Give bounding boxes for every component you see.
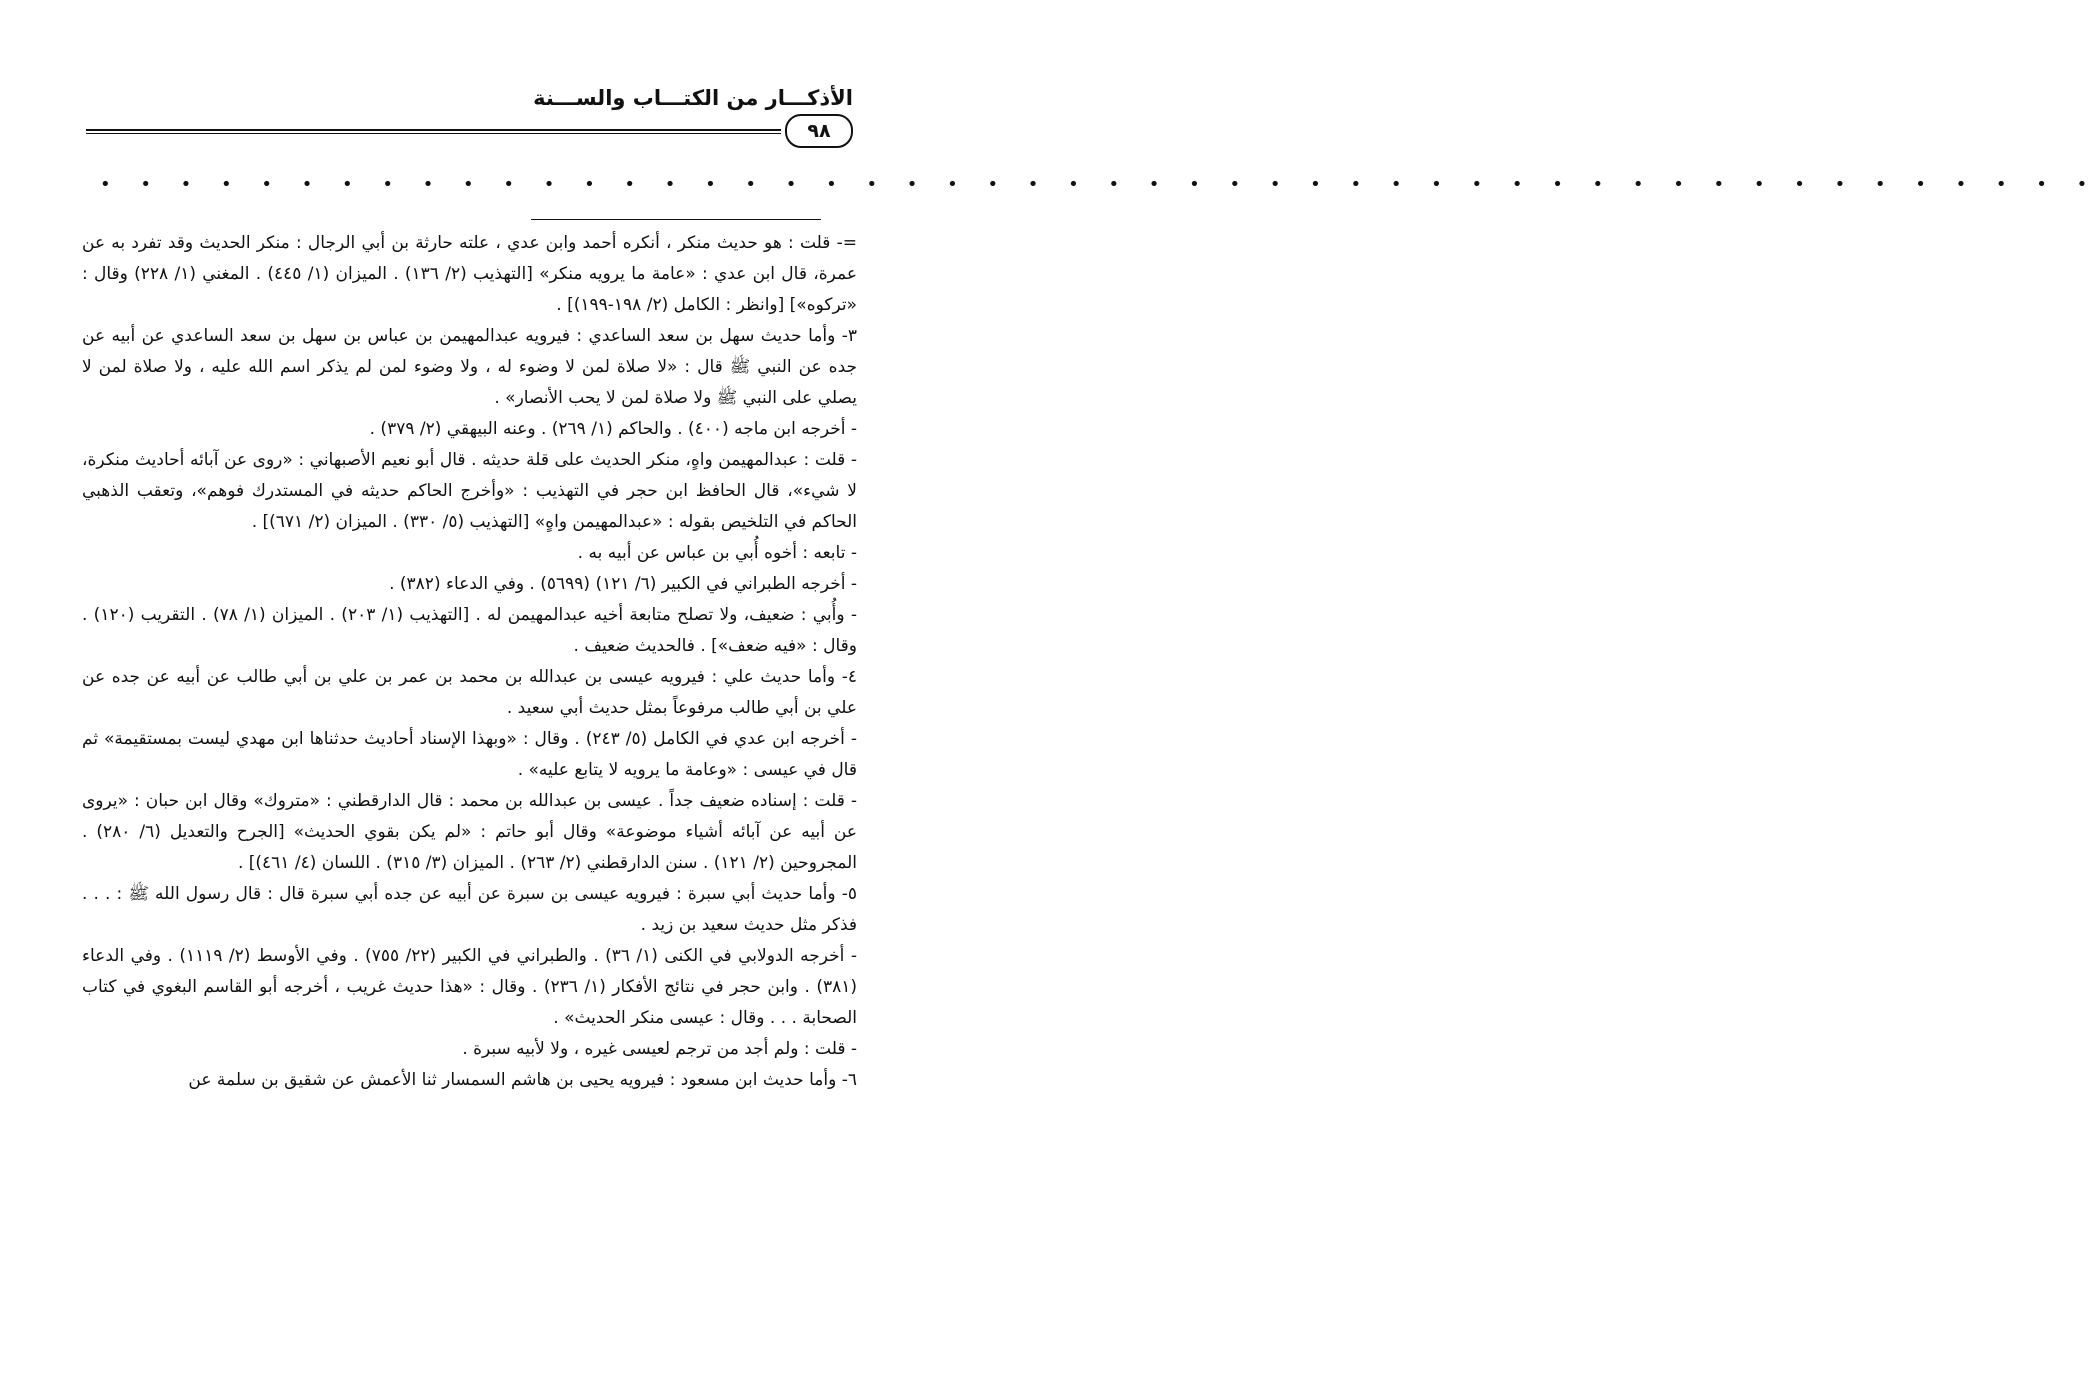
paragraph: ٤- وأما حديث علي : فيرويه عيسى بن عبدالله بن محمد بن عمر بن علي بن أبي طالب عن أبيه عن جده عن علي بن أبي طالب مرفوعاً بمثل حديث أبي سعيد . <box>82 667 857 718</box>
paragraph: - قلت : إسناده ضعيف جداً . عيسى بن عبدالله بن محمد : قال الدارقطني : «متروك» وقال ابن حبان : «يروى عن أبيه عن آبائه أشياء موضوعة» وقال أبو حاتم : «لم يكن بقوي الحديث» [الجرح والتعديل (٦/ ٢٨٠) . المجروحين (٢/ ١٢١) . سنن الدارقطني (٢/ ٢٦٣) . الميزان (٣/ ٣١٥) . اللسان (٤/ ٤٦١)] . <box>82 791 857 873</box>
dotted-separator: • • • • • • • • • • • • • • • • • • • • • • • • • • • • • • • • • • • • • • • • • • • • • • • • • • <box>100 174 2099 195</box>
paragraph: ٦- وأما حديث ابن مسعود : فيرويه يحيى بن هاشم السمسار ثنا الأعمش عن شقيق بن سلمة عن <box>188 1070 857 1090</box>
paragraph: - أخرجه ابن ماجه (٤٠٠) . والحاكم (١/ ٢٦٩) . وعنه البيهقي (٢/ ٣٧٩) . <box>369 419 857 439</box>
header-rule <box>86 129 781 134</box>
paragraph: - أخرجه الطبراني في الكبير (٦/ ١٢١) (٥٦٩٩) . وفي الدعاء (٣٨٢) . <box>389 574 857 594</box>
page-header <box>86 86 853 142</box>
body-text <box>82 228 857 1096</box>
paragraph: - قلت : ولم أجد من ترجم لعيسى غيره ، ولا لأبيه سبرة . <box>462 1039 857 1059</box>
paragraph: ٥- وأما حديث أبي سبرة : فيرويه عيسى بن سبرة عن أبيه عن جده أبي سبرة قال : قال رسول الله ﷺ : . . . فذكر مثل حديث سعيد بن زيد . <box>82 884 857 935</box>
page-number: ٩٨ <box>785 114 853 148</box>
running-title: الأذكـــار من الكتـــاب والســـنة <box>533 86 853 110</box>
paragraph: ٣- وأما حديث سهل بن سعد الساعدي : فيرويه عبدالمهيمن بن عباس بن سهل بن سعد الساعدي عن أبيه عن جده عن النبي ﷺ قال : «لا صلاة لمن لا وضوء له ، ولا وضوء لمن لم يذكر اسم الله عليه ، ولا صلاة لمن لا يصلي على النبي ﷺ ولا صلاة لمن لا يحب الأنصار» . <box>82 326 857 408</box>
footnote-rule <box>531 219 821 220</box>
paragraph: - قلت : عبدالمهيمن واهٍ، منكر الحديث على قلة حديثه . قال أبو نعيم الأصبهاني : «روى عن آبائه أحاديث منكرة، لا شيء»، قال الحافظ ابن حجر في التهذيب : «وأخرج الحاكم حديثه في المستدرك فوهم»، وتعقب الذهبي الحاكم في التلخيص بقوله : «عبدالمهيمن واهٍ» [التهذيب (٥/ ٣٣٠) . الميزان (٢/ ٦٧١)] . <box>82 450 857 532</box>
paragraph: - تابعه : أخوه أُبي بن عباس عن أبيه به . <box>577 543 857 563</box>
paragraph: - أخرجه الدولابي في الكنى (١/ ٣٦) . والطبراني في الكبير (٢٢/ ٧٥٥) . وفي الأوسط (٢/ ١١١٩) . وفي الدعاء (٣٨١) . وابن حجر في نتائج الأفكار (١/ ٢٣٦) . وقال : «هذا حديث غريب ، أخرجه أبو القاسم البغوي في كتاب الصحابة . . . وقال : عيسى منكر الحديث» . <box>82 946 857 1028</box>
paragraph: =- قلت : هو حديث منكر ، أنكره أحمد وابن عدي ، علته حارثة بن أبي الرجال : منكر الحديث وقد تفرد به عن عمرة، قال ابن عدي : «عامة ما يرويه منكر» [التهذيب (٢/ ١٣٦) . الميزان (١/ ٤٤٥) . المغني (١/ ٢٢٨) وقال : «تركوه»] [وانظر : الكامل (٢/ ١٩٨-١٩٩)] . <box>82 233 857 315</box>
paragraph: - وأُبي : ضعيف، ولا تصلح متابعة أخيه عبدالمهيمن له . [التهذيب (١/ ٢٠٣) . الميزان (١/ ٧٨) . التقريب (١٢٠) . وقال : «فيه ضعف»] . فالحديث ضعيف . <box>82 605 857 656</box>
paragraph: - أخرجه ابن عدي في الكامل (٥/ ٢٤٣) . وقال : «وبهذا الإسناد أحاديث حدثناها ابن مهدي ليست بمستقيمة» ثم قال في عيسى : «وعامة ما يرويه لا يتابع عليه» . <box>82 729 857 780</box>
